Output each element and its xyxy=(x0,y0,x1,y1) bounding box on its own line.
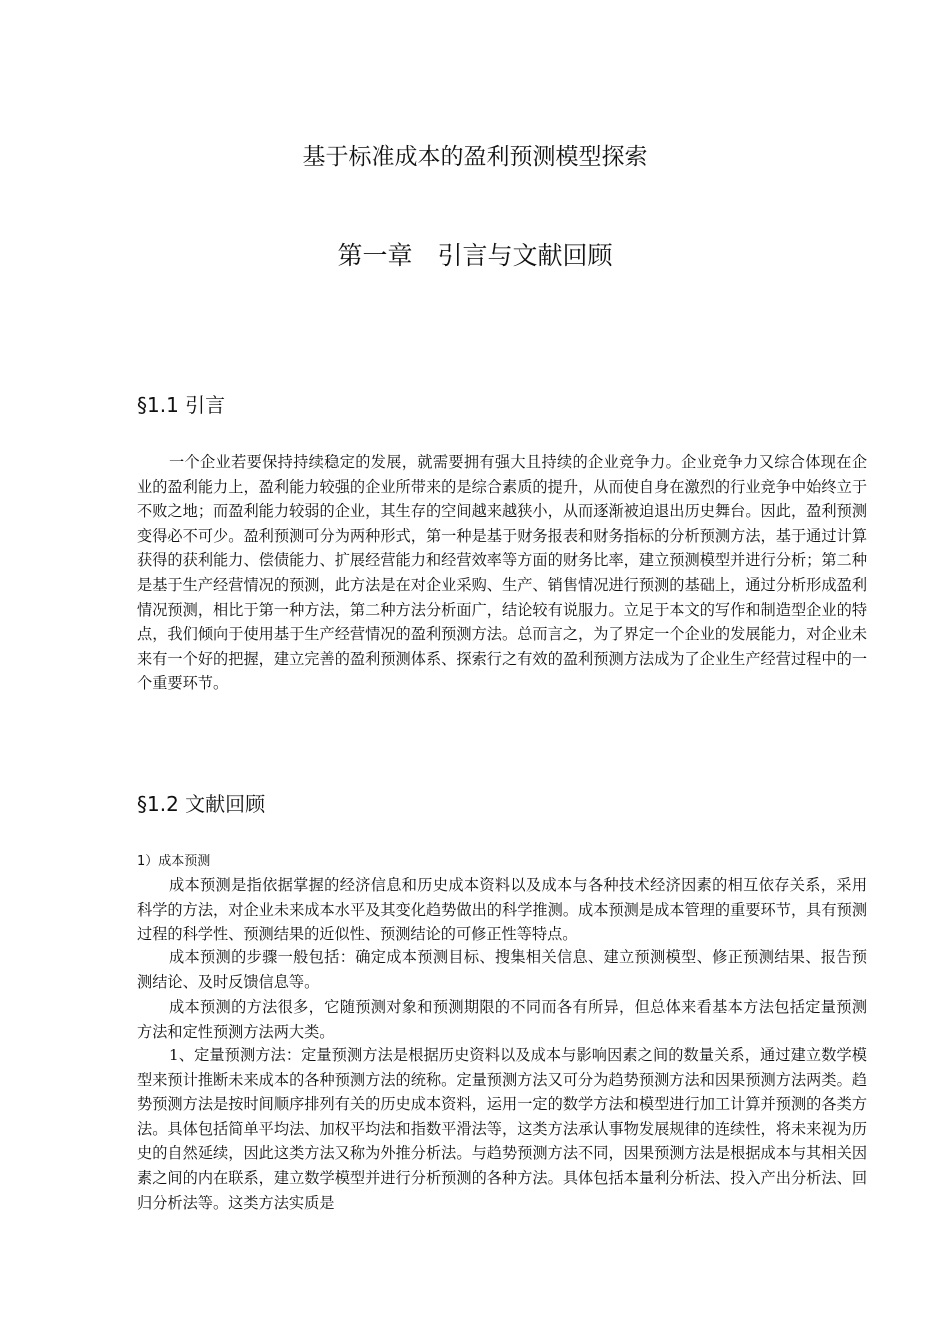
document-title: 基于标准成本的盈利预测模型探索 xyxy=(302,144,648,170)
subsection-heading-cost-forecast: 1）成本预测 xyxy=(137,854,211,869)
intro-paragraph: 一个企业若要保持持续稳定的发展，就需要拥有强大且持续的企业竞争力。企业竞争力又综合体现在企业的盈利能力上，盈利能力较强的企业所带来的是综合素质的提升，从而使自身在激烈的行业竞争中始终立于不败之地；而盈利能力较弱的企业，其生存的空间越来越狭小，从而逐渐被迫退出历史舞台。因此，盈利预测变得必不可少。盈利预测可分为两种形式，第一种是基于财务报表和财务指标的分析预测方法，基于通过计算获得的获利能力、偿债能力、扩展经营能力和经营效率等方面的财务比率，建立预测模型并进行分析；第二种是基于生产经营情况的预测，此方法是在对企业采购、生产、销售情况进行预测的基础上，通过分析形成盈利情况预测，相比于第一种方法，第二种方法分析面广，结论较有说服力。立足于本文的写作和制造型企业的特点，我们倾向于使用基于生产经营情况的盈利预测方法。总而言之，为了界定一个企业的发展能力，对企业未来有一个好的把握，建立完善的盈利预测体系、探索行之有效的盈利预测方法成为了企业生产经营过程中的一个重要环节。 xyxy=(137,453,867,693)
body-paragraph: 成本预测是指依据掌握的经济信息和历史成本资料以及成本与各种技术经济因素的相互依存关系，采用科学的方法，对企业未来成本水平及其变化趋势做出的科学推测。成本预测是成本管理的重要环节，具有预测过程的科学性、预测结果的近似性、预测结论的可修正性等特点。 xyxy=(137,876,867,944)
section-heading-literature-review: §1.2 文献回顾 xyxy=(137,792,266,816)
body-paragraph: 1、定量预测方法：定量预测方法是根据历史资料以及成本与影响因素之间的数量关系，通过建立数学模型来预计推断未来成本的各种预测方法的统称。定量预测方法又可分为趋势预测方法和因果预测方法两类。趋势预测方法是按时间顺序排列有关的历史成本资料，运用一定的数学方法和模型进行加工计算并预测的各类方法。具体包括简单平均法、加权平均法和指数平滑法等，这类方法承认事物发展规律的连续性，将未来视为历史的自然延续，因此这类方法又称为外推分析法。与趋势预测方法不同，因果预测方法是根据成本与其相关因素之间的内在联系，建立数学模型并进行分析预测的各种方法。具体包括本量利分析法、投入产出分析法、回归分析法等。这类方法实质是 xyxy=(137,1046,867,1212)
body-paragraph: 成本预测的步骤一般包括：确定成本预测目标、搜集相关信息、建立预测模型、修正预测结果、报告预测结论、及时反馈信息等。 xyxy=(137,948,867,991)
section-heading-intro: §1.1 引言 xyxy=(137,393,226,417)
body-paragraph: 成本预测的方法很多，它随预测对象和预测期限的不同而各有所异，但总体来看基本方法包括定量预测方法和定性预测方法两大类。 xyxy=(137,998,867,1041)
chapter-heading: 第一章 引言与文献回顾 xyxy=(337,241,613,270)
